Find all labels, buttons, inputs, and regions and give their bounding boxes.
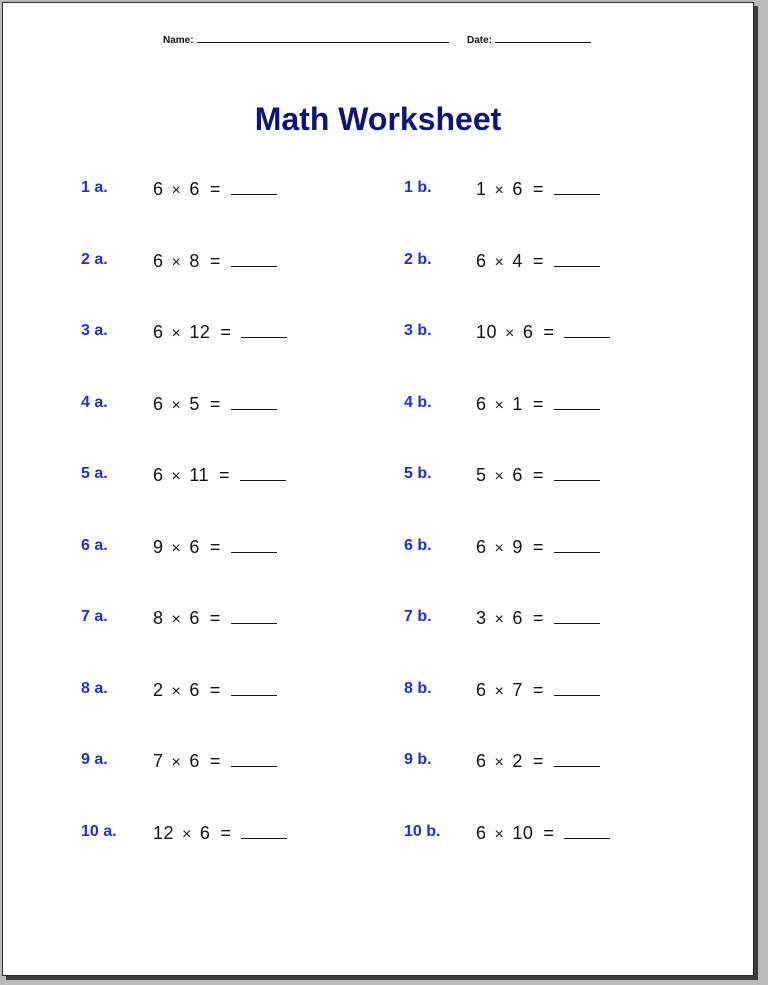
right-operand: 4 xyxy=(512,251,523,271)
left-operand: 10 xyxy=(476,322,498,342)
page-title: Math Worksheet xyxy=(254,101,502,137)
right-operand: 12 xyxy=(189,322,211,342)
answer-blank[interactable] xyxy=(564,336,610,338)
answer-blank[interactable] xyxy=(231,265,277,267)
answer-blank[interactable] xyxy=(554,694,600,696)
problem-label: 7 b. xyxy=(404,608,432,625)
left-operand: 6 xyxy=(476,537,487,557)
equals-sign: = xyxy=(209,179,221,199)
equals-sign: = xyxy=(209,537,221,557)
left-operand: 6 xyxy=(476,394,487,414)
right-operand: 8 xyxy=(189,251,200,271)
equals-sign: = xyxy=(209,680,221,700)
multiply-sign: × xyxy=(171,683,182,700)
left-operand: 12 xyxy=(153,823,175,843)
problem-label: 2 a. xyxy=(81,251,108,268)
name-field[interactable] xyxy=(163,35,449,46)
left-operand: 3 xyxy=(476,608,487,628)
right-operand: 10 xyxy=(512,823,534,843)
multiply-sign: × xyxy=(171,754,182,771)
worksheet-page xyxy=(2,2,754,976)
left-operand: 9 xyxy=(153,537,164,557)
equals-sign: = xyxy=(532,179,544,199)
multiply-sign: × xyxy=(171,468,182,485)
multiply-sign: × xyxy=(171,397,182,414)
problem-label: 8 b. xyxy=(404,680,432,697)
equals-sign: = xyxy=(209,394,221,414)
equals-sign: = xyxy=(532,465,544,485)
left-operand: 6 xyxy=(476,823,487,843)
multiply-sign: × xyxy=(171,325,182,342)
equals-sign: = xyxy=(219,465,231,485)
multiply-sign: × xyxy=(171,611,182,628)
right-operand: 6 xyxy=(512,465,523,485)
problem-expression xyxy=(153,251,277,272)
problem-expression xyxy=(153,608,277,629)
problem-expression xyxy=(153,680,277,701)
problem-expression xyxy=(153,537,277,558)
problem-label: 4 b. xyxy=(404,394,432,411)
answer-blank[interactable] xyxy=(231,551,277,553)
answer-blank[interactable] xyxy=(554,622,600,624)
problem-label: 1 b. xyxy=(404,179,432,196)
equals-sign: = xyxy=(209,251,221,271)
problem-label: 6 a. xyxy=(81,537,108,554)
multiply-sign: × xyxy=(494,540,505,557)
multiply-sign: × xyxy=(494,754,505,771)
right-operand: 6 xyxy=(512,179,523,199)
right-operand: 6 xyxy=(189,680,200,700)
answer-blank[interactable] xyxy=(231,765,277,767)
name-label: Name: xyxy=(163,35,194,46)
right-operand: 5 xyxy=(189,394,200,414)
problem-expression xyxy=(153,179,277,200)
multiply-sign: × xyxy=(171,254,182,271)
multiply-sign: × xyxy=(505,325,515,342)
answer-blank[interactable] xyxy=(241,837,287,839)
answer-blank[interactable] xyxy=(231,694,277,696)
answer-blank[interactable] xyxy=(554,551,600,553)
right-operand: 7 xyxy=(512,680,523,700)
left-operand: 6 xyxy=(153,322,164,342)
right-operand: 6 xyxy=(189,537,200,557)
left-operand: 7 xyxy=(153,751,164,771)
problem-label: 10 a. xyxy=(81,823,117,840)
equals-sign: = xyxy=(532,394,544,414)
right-operand: 1 xyxy=(512,394,523,414)
left-operand: 6 xyxy=(153,394,164,414)
equals-sign: = xyxy=(543,322,555,342)
equals-sign: = xyxy=(220,322,232,342)
problem-label: 3 b. xyxy=(404,322,432,339)
problem-label: 6 b. xyxy=(404,537,432,554)
problem-expression xyxy=(476,751,600,772)
problem-label: 5 a. xyxy=(81,465,108,482)
multiply-sign: × xyxy=(494,254,505,271)
problem-label: 4 a. xyxy=(81,394,108,411)
problem-label: 9 b. xyxy=(404,751,432,768)
date-blank-line[interactable] xyxy=(495,41,591,43)
answer-blank[interactable] xyxy=(554,479,600,481)
problem-expression xyxy=(476,465,600,486)
problem-expression xyxy=(476,394,600,415)
problem-label: 10 b. xyxy=(404,823,441,840)
answer-blank[interactable] xyxy=(231,408,277,410)
left-operand: 6 xyxy=(153,465,164,485)
multiply-sign: × xyxy=(171,540,182,557)
problem-expression xyxy=(153,751,277,772)
answer-blank[interactable] xyxy=(554,765,600,767)
problem-expression xyxy=(476,322,610,343)
answer-blank[interactable] xyxy=(564,837,610,839)
equals-sign: = xyxy=(532,751,544,771)
multiply-sign: × xyxy=(494,683,505,700)
left-operand: 2 xyxy=(153,680,164,700)
problem-expression xyxy=(153,465,286,486)
equals-sign: = xyxy=(220,823,232,843)
problem-label: 1 a. xyxy=(81,179,108,196)
right-operand: 6 xyxy=(522,322,534,342)
right-operand: 2 xyxy=(512,751,523,771)
equals-sign: = xyxy=(532,251,544,271)
problem-expression xyxy=(476,608,600,629)
problem-expression xyxy=(476,537,600,558)
problem-label: 9 a. xyxy=(81,751,108,768)
problem-expression xyxy=(476,680,600,701)
problem-expression xyxy=(153,823,287,844)
left-operand: 6 xyxy=(476,680,487,700)
equals-sign: = xyxy=(209,751,221,771)
problem-expression xyxy=(153,322,287,343)
answer-blank[interactable] xyxy=(554,193,600,195)
answer-blank[interactable] xyxy=(231,622,277,624)
left-operand: 8 xyxy=(153,608,164,628)
right-operand: 9 xyxy=(512,537,523,557)
problem-label: 3 a. xyxy=(81,322,108,339)
name-blank-line[interactable] xyxy=(197,41,449,43)
right-operand: 6 xyxy=(189,608,200,628)
right-operand: 11 xyxy=(189,465,210,485)
equals-sign: = xyxy=(543,823,555,843)
equals-sign: = xyxy=(209,608,221,628)
date-label: Date: xyxy=(467,35,493,46)
left-operand: 6 xyxy=(153,179,164,199)
equals-sign: = xyxy=(532,680,544,700)
right-operand: 6 xyxy=(512,608,523,628)
multiply-sign: × xyxy=(494,468,505,485)
answer-blank[interactable] xyxy=(231,193,277,195)
problem-expression xyxy=(153,394,277,415)
problem-expression xyxy=(476,179,600,200)
left-operand: 5 xyxy=(476,465,487,485)
answer-blank[interactable] xyxy=(241,336,287,338)
answer-blank[interactable] xyxy=(554,265,600,267)
multiply-sign: × xyxy=(494,182,505,199)
right-operand: 6 xyxy=(199,823,211,843)
right-operand: 6 xyxy=(189,751,200,771)
left-operand: 1 xyxy=(476,179,487,199)
problem-label: 8 a. xyxy=(81,680,108,697)
left-operand: 6 xyxy=(476,751,487,771)
left-operand: 6 xyxy=(476,251,487,271)
multiply-sign: × xyxy=(171,182,182,199)
problem-expression xyxy=(476,823,610,844)
problem-expression xyxy=(476,251,600,272)
multiply-sign: × xyxy=(182,826,192,843)
multiply-sign: × xyxy=(494,611,505,628)
answer-blank[interactable] xyxy=(554,408,600,410)
problem-label: 2 b. xyxy=(404,251,432,268)
problem-label: 7 a. xyxy=(81,608,108,625)
answer-blank[interactable] xyxy=(240,479,286,481)
equals-sign: = xyxy=(532,537,544,557)
equals-sign: = xyxy=(532,608,544,628)
left-operand: 6 xyxy=(153,251,164,271)
multiply-sign: × xyxy=(494,397,505,414)
date-field[interactable] xyxy=(467,35,591,46)
right-operand: 6 xyxy=(189,179,200,199)
multiply-sign: × xyxy=(494,826,505,843)
problem-label: 5 b. xyxy=(404,465,432,482)
